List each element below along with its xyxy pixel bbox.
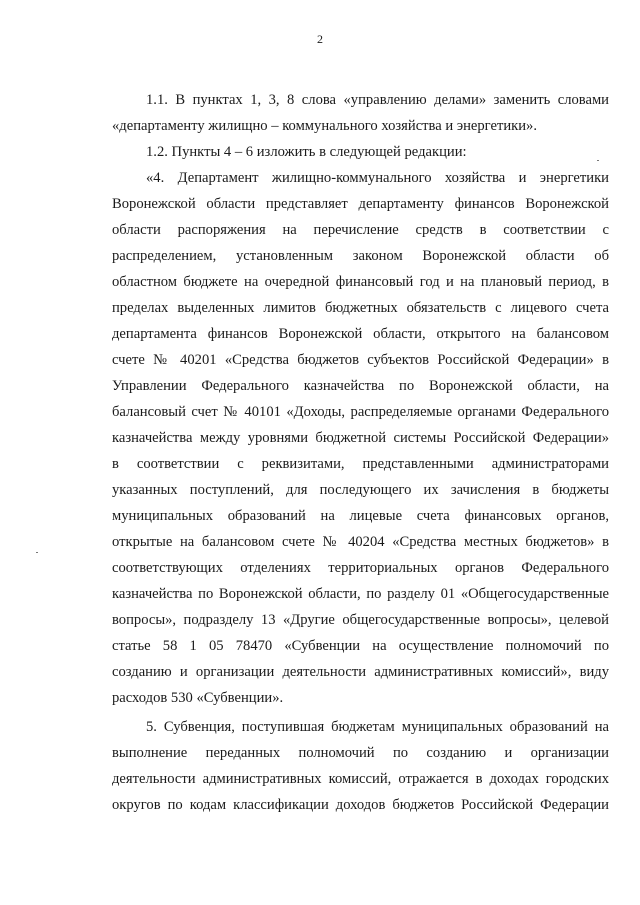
text-line: указанных поступлений, для последующего их зачисления в бюджеты: [112, 482, 609, 498]
text-line: расходов 530 «Субвенции».: [112, 690, 284, 706]
text-line: департамента финансов Воронежской области, открытого на балансовом: [112, 326, 609, 342]
text-line: соответствующих отделениях территориальных органов Федерального: [112, 560, 609, 576]
text-line: Воронежской области представляет департаменту финансов Воронежской: [112, 196, 609, 212]
text-line: созданию и организации деятельности административных комиссий», виду: [112, 664, 609, 680]
text-line: 1.1. В пунктах 1, 3, 8 слова «управлению делами» заменить словами: [146, 92, 609, 108]
text-line: 1.2. Пункты 4 – 6 изложить в следующей редакции:: [146, 144, 467, 160]
text-line: деятельности административных комиссий, отражается в доходах городских: [112, 771, 609, 787]
text-line: муниципальных образований на лицевые счета финансовых органов,: [112, 508, 609, 524]
text-line: Управлении Федерального казначейства по Воронежской области, на: [112, 378, 609, 394]
text-line: вопросы», подразделу 13 «Другие общегосударственные вопросы», целевой: [112, 612, 609, 628]
text-line: в соответствии с реквизитами, представленными администраторами: [112, 456, 609, 472]
text-line: «4. Департамент жилищно-коммунального хозяйства и энергетики: [146, 170, 609, 186]
text-line: статье 58 1 05 78470 «Субвенции на осуществление полномочий по: [112, 638, 609, 654]
text-line: выполнение переданных полномочий по созданию и организации: [112, 745, 609, 761]
text-line: счете № 40201 «Средства бюджетов субъектов Российской Федерации» в: [112, 352, 609, 368]
text-line: казначейства между уровнями бюджетной системы Российской Федерации»: [112, 430, 609, 446]
scan-speck: [36, 552, 38, 553]
page-number: 2: [317, 32, 323, 46]
scan-speck: [597, 160, 599, 161]
text-line: «департаменту жилищно – коммунального хозяйства и энергетики».: [112, 118, 537, 134]
text-line: округов по кодам классификации доходов бюджетов Российской Федерации: [112, 797, 609, 813]
text-line: пределах выделенных лимитов бюджетных обязательств с лицевого счета: [112, 300, 609, 316]
text-line: области распоряжения на перечисление средств в соответствии с: [112, 222, 609, 238]
text-line: открытые на балансовом счете № 40204 «Средства местных бюджетов» в: [112, 534, 609, 550]
text-line: областном бюджете на очередной финансовый год и на плановый период, в: [112, 274, 609, 290]
text-line: распределением, установленным законом Воронежской области об: [112, 248, 609, 264]
text-line: казначейства по Воронежской области, по разделу 01 «Общегосударственные: [112, 586, 609, 602]
text-line: 5. Субвенция, поступившая бюджетам муниципальных образований на: [146, 719, 609, 735]
text-line: балансовый счет № 40101 «Доходы, распределяемые органами Федерального: [112, 404, 609, 420]
